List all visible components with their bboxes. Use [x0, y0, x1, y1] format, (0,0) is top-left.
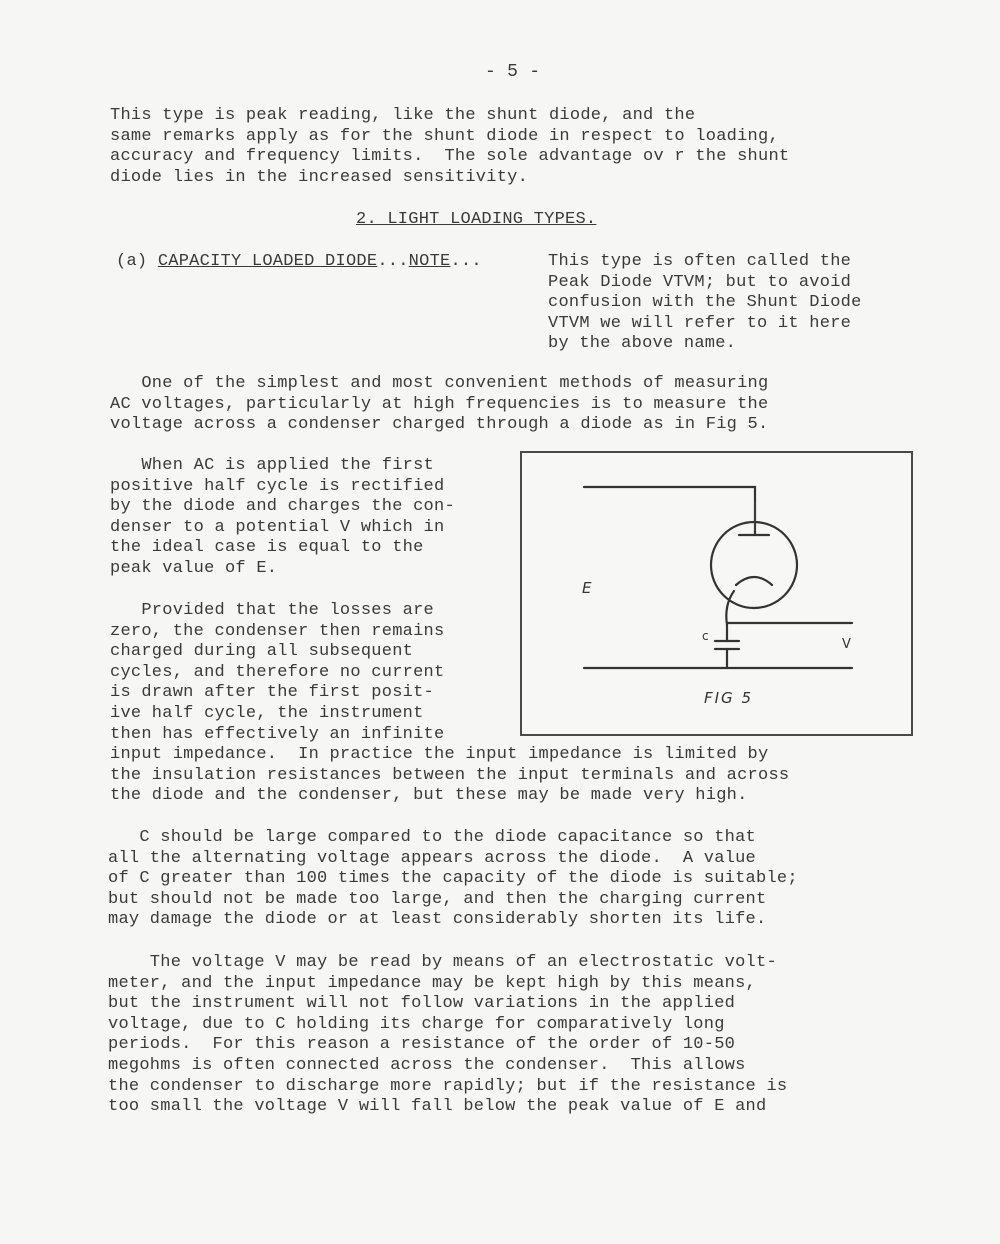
paragraph-losses: Provided that the losses are zero, the condenser then remains charged during all subsequent cycles, and therefore no current is drawn after the first posit- ive half cycle, the instrument then has effectively an infinite	[110, 601, 445, 744]
section-heading: 2. LIGHT LOADING TYPES.	[356, 210, 597, 229]
page-number: - 5 -	[485, 62, 541, 82]
note-dots-2: ...	[450, 252, 482, 271]
paragraph-input-impedance: input impedance. In practice the input impedance is limited by the insulation resistances between the input terminals and across the diode and the condenser, but these may be made very high.	[110, 745, 790, 806]
note-body: This type is often called the Peak Diode VTVM; but to avoid confusion with the Shunt Diode VTVM we will refer to it here by the above name.	[548, 252, 862, 354]
paragraph-intro: This type is peak reading, like the shunt diode, and the same remarks apply as for the shunt diode in respect to loading, accuracy and frequency limits. The sole advantage ov r the shunt diode lies in the increased sensitivity.	[110, 106, 790, 187]
cathode-arc	[736, 577, 772, 585]
note-label: NOTE	[408, 252, 451, 271]
paragraph-capacitance: C should be large compared to the diode capacitance so that all the alternating voltage appears across the diode. A value of C greater than 100 times the capacity of the diode is suitable; but should not be made too large, and then the charging current may damage the diode or at least considerably shorten its life.	[108, 828, 798, 930]
cathode-lead	[726, 591, 734, 625]
paragraph-ac-applied: When AC is applied the first positive half cycle is rectified by the diode and charges the con- denser to a potential V which in the ideal case is equal to the peak value of E.	[110, 456, 455, 578]
figure-caption: FIG 5	[704, 689, 753, 707]
label-c: c	[702, 629, 709, 643]
note-title: CAPACITY LOADED DIODE	[157, 252, 378, 271]
label-e: E	[582, 579, 592, 597]
note-prefix: (a)	[116, 252, 158, 271]
figure-5	[520, 451, 913, 736]
paragraph-methods: One of the simplest and most convenient methods of measuring AC voltages, particularly at high frequencies is to measure the voltage across a condenser charged through a diode as in Fig 5.	[110, 374, 769, 435]
anode-wire	[584, 487, 755, 535]
label-v: V	[842, 637, 851, 652]
note-dots-1: ...	[377, 252, 409, 271]
note-heading	[116, 252, 482, 273]
paragraph-voltmeter: The voltage V may be read by means of an electrostatic volt- meter, and the input impedance may be kept high by this means, but the instrument will not follow variations in the applied voltage, due to C holding its charge for comparatively long periods. For this reason a resistance of the order of 10-50 megohms is often connected across the condenser. This allows the condenser to discharge more rapidly; but if the resistance is too small the voltage V will fall below the peak value of E and	[108, 953, 788, 1117]
